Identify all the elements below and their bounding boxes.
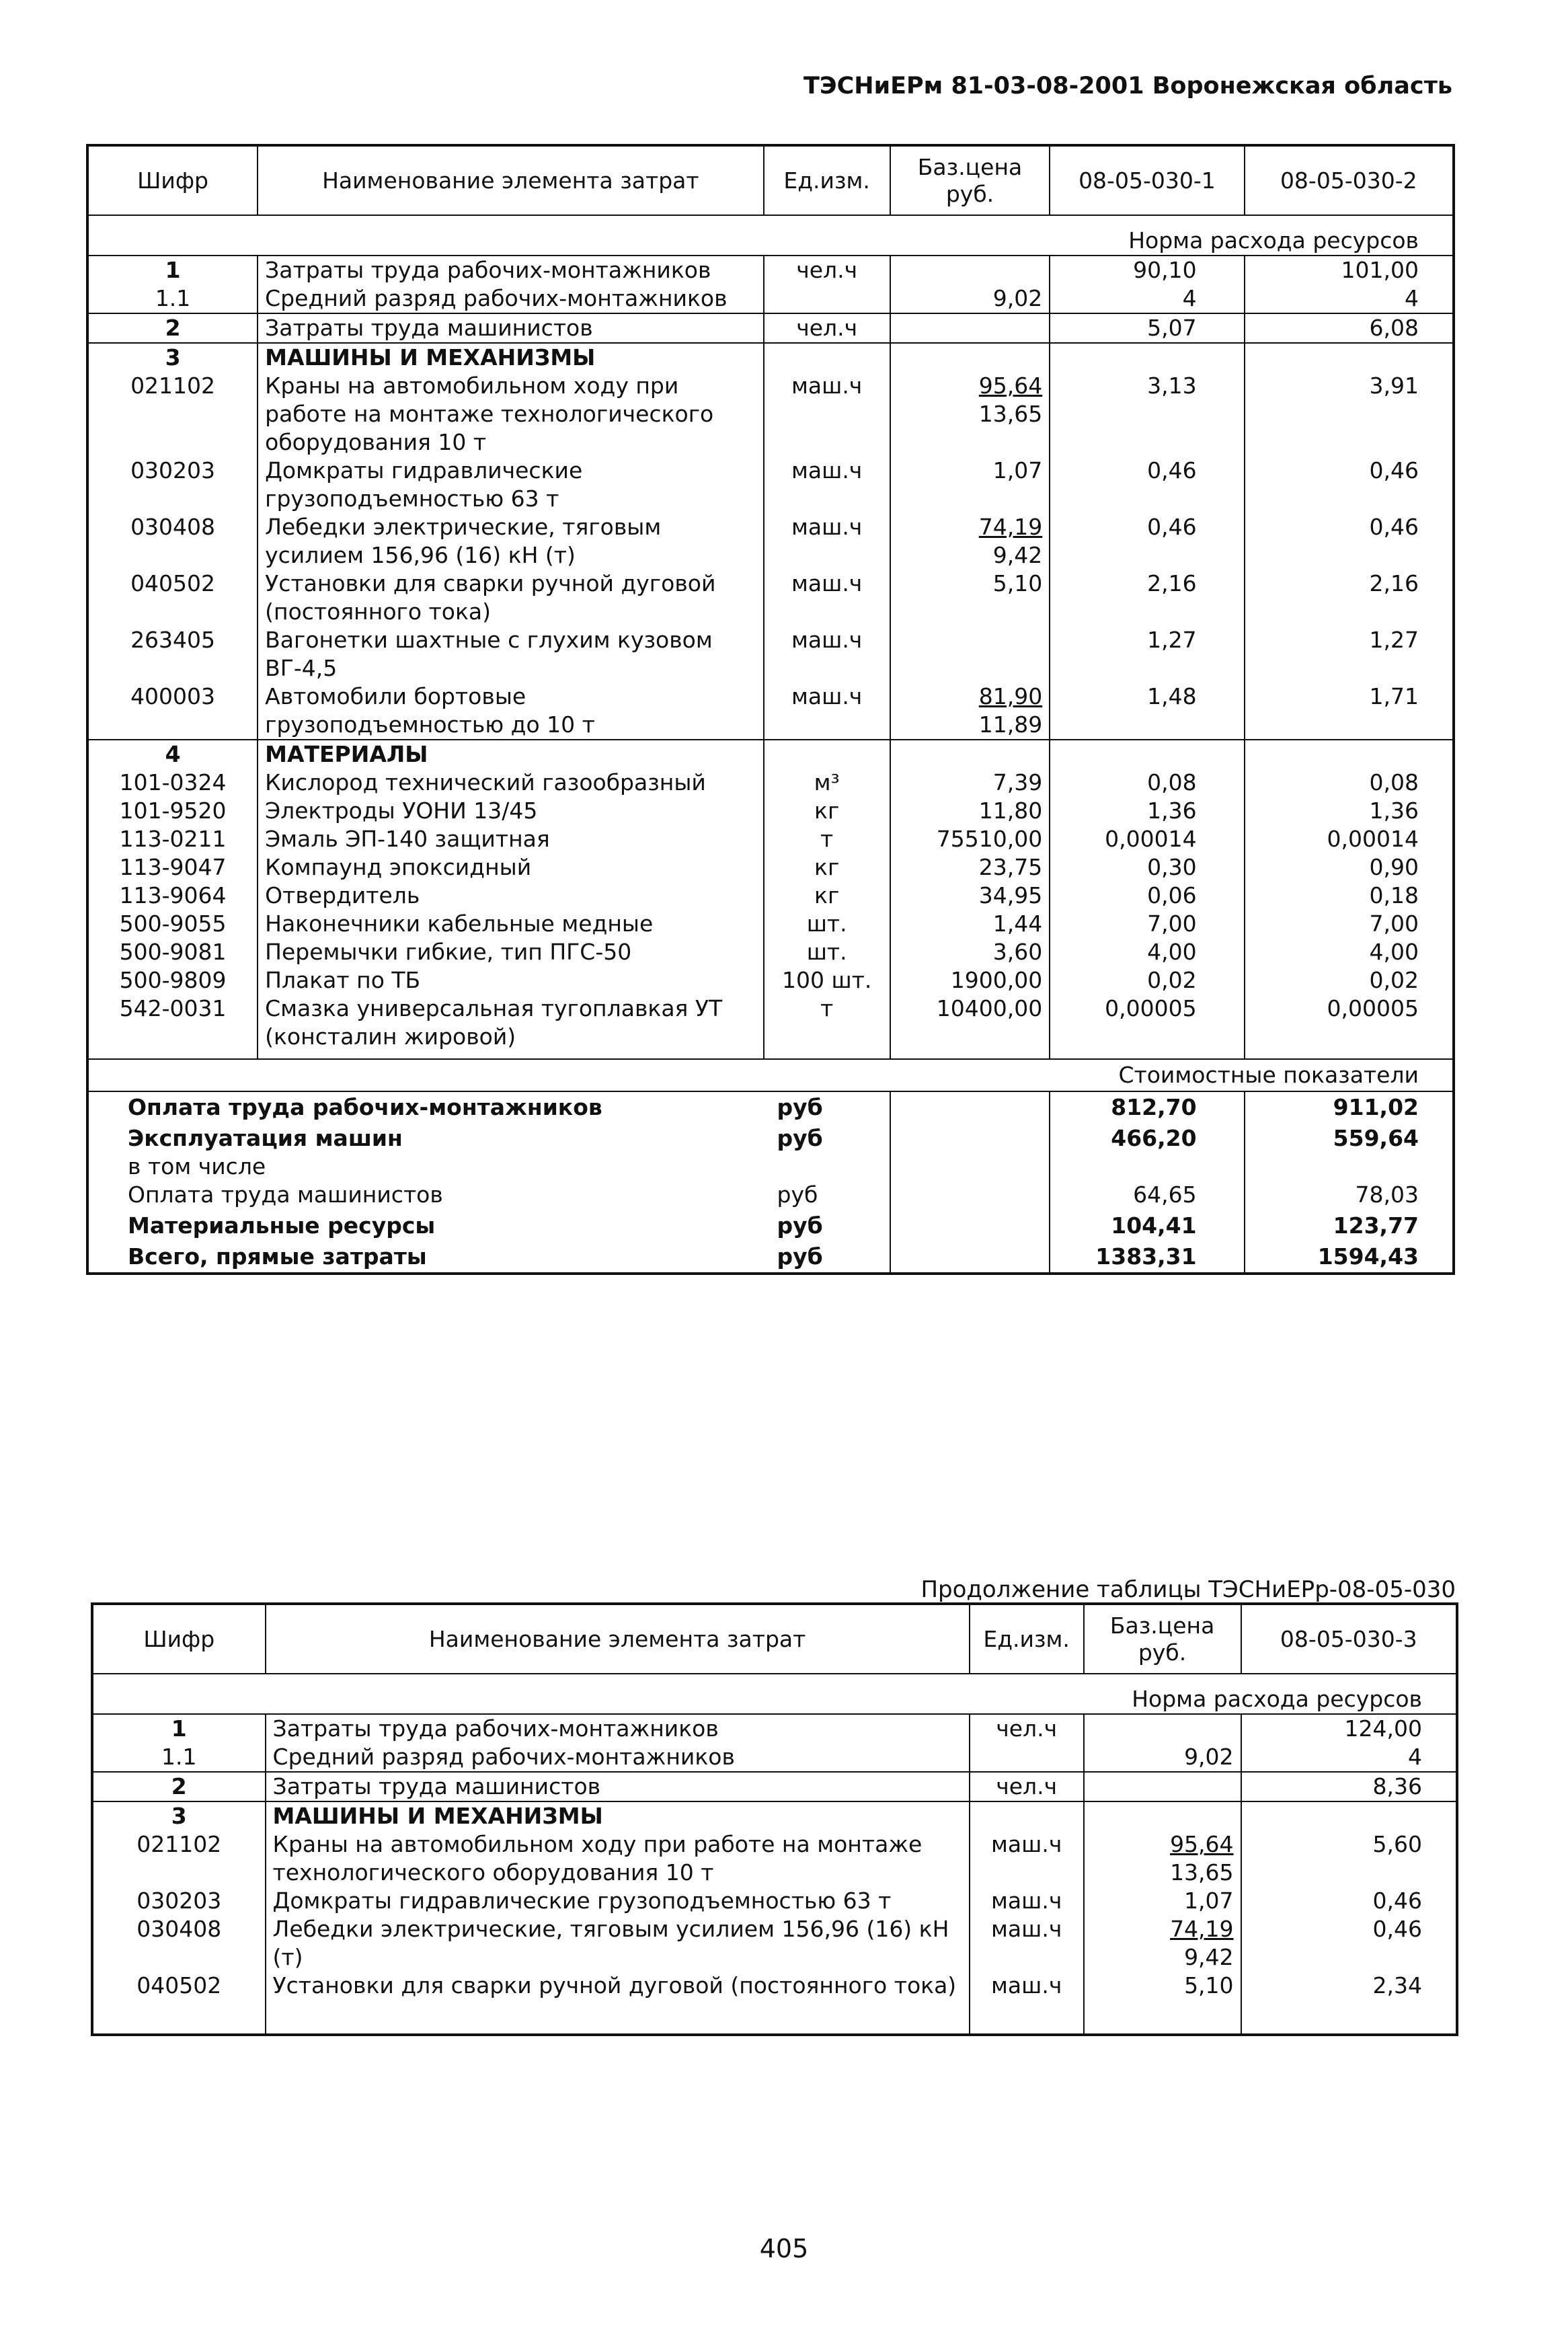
summary-value-2: 559,64 bbox=[1333, 1125, 1419, 1151]
spacer-cell bbox=[970, 2000, 1084, 2035]
summary-value-2: 911,02 bbox=[1333, 1094, 1419, 1120]
cell-code: 030203 bbox=[87, 457, 258, 513]
table-row bbox=[92, 1743, 1457, 1772]
cell-unit: чел.ч bbox=[764, 313, 890, 343]
cell-norm-1: 0,46 bbox=[1372, 1916, 1422, 1942]
summary-unit: руб bbox=[777, 1212, 823, 1239]
summary-label: в том числе bbox=[128, 1153, 266, 1179]
cell-norm-2: 0,00005 bbox=[1327, 995, 1419, 1021]
norm-row bbox=[87, 215, 1454, 256]
spacer-cell bbox=[1084, 2000, 1241, 2035]
cell-code: 021102 bbox=[92, 1830, 266, 1887]
summary-value-1: 104,41 bbox=[1050, 1210, 1244, 1241]
cell-code: 3 bbox=[87, 343, 258, 372]
cell-unit: маш.ч bbox=[991, 1972, 1062, 1998]
cell-price bbox=[1084, 1801, 1241, 1830]
spacer-cell bbox=[1245, 1051, 1454, 1059]
price-value: 74,19 bbox=[978, 514, 1043, 540]
spacer-cell bbox=[1050, 1051, 1244, 1059]
table-row bbox=[92, 1801, 1457, 1830]
table-row bbox=[87, 910, 1454, 938]
table-row bbox=[92, 1714, 1457, 1743]
col-header-unit: Ед.изм. bbox=[970, 1604, 1084, 1674]
cell-name: Вагонетки шахтные с глухим кузовом ВГ-4,5 bbox=[258, 626, 763, 683]
cell-norm-1: 0,08 bbox=[1050, 769, 1244, 797]
cell-norm-2: 0,18 bbox=[1369, 882, 1419, 908]
spacer-row bbox=[92, 2000, 1457, 2035]
cell-norm-2: 3,91 bbox=[1369, 373, 1419, 399]
cell-price bbox=[1084, 1772, 1241, 1801]
table-row bbox=[87, 457, 1454, 513]
price-value: 9,02 bbox=[992, 285, 1043, 311]
table-row bbox=[92, 1830, 1457, 1887]
cell-price bbox=[1084, 1830, 1241, 1887]
cell-norm-1: 5,60 bbox=[1372, 1831, 1422, 1857]
col-header-code: Шифр bbox=[87, 145, 258, 215]
table-row bbox=[87, 313, 1454, 343]
cell-norm-1: 124,00 bbox=[1344, 1715, 1422, 1742]
table-row bbox=[87, 995, 1454, 1051]
cost-row bbox=[87, 1059, 1454, 1091]
cell-name: Лебедки электрические, тяговым усилием 156,96 (16) кН (т) bbox=[258, 513, 763, 570]
cell-price bbox=[890, 570, 1050, 626]
col-header-unit: Ед.изм. bbox=[764, 145, 890, 215]
cell-code: 040502 bbox=[92, 1972, 266, 2000]
cell-unit: кг bbox=[814, 882, 840, 908]
cell-code: 113-9047 bbox=[87, 853, 258, 882]
table-row bbox=[87, 570, 1454, 626]
cell-price bbox=[890, 995, 1050, 1051]
cell-norm-2: 1,36 bbox=[1369, 798, 1419, 824]
summary-price-empty bbox=[890, 1123, 1050, 1154]
cell-name: Кислород технический газообразный bbox=[258, 769, 763, 797]
cell-code: 030408 bbox=[87, 513, 258, 570]
cell-price bbox=[890, 372, 1050, 457]
cell-unit: т bbox=[820, 826, 834, 852]
table-header-row bbox=[87, 145, 1454, 215]
cell-name: МАШИНЫ И МЕХАНИЗМЫ bbox=[266, 1801, 970, 1830]
cell-name: Затраты труда рабочих-монтажников bbox=[266, 1714, 970, 1743]
summary-label: Материальные ресурсы bbox=[128, 1212, 436, 1239]
cell-name: Отвердитель bbox=[258, 882, 763, 910]
price-value: 95,64 bbox=[978, 373, 1043, 399]
cell-unit: маш.ч bbox=[791, 457, 863, 483]
col-header-08-05-030-2: 08-05-030-2 bbox=[1245, 145, 1454, 215]
cell-code: 4 bbox=[87, 740, 258, 769]
table-row bbox=[87, 825, 1454, 853]
cell-code: 113-9064 bbox=[87, 882, 258, 910]
cell-price bbox=[890, 938, 1050, 966]
cell-name: Затраты труда машинистов bbox=[266, 1772, 970, 1801]
price-wage-value: 9,42 bbox=[1184, 1944, 1234, 1970]
price-value: 75510,00 bbox=[936, 826, 1043, 852]
cell-norm-2: 1,27 bbox=[1369, 627, 1419, 653]
summary-value-2: 78,03 bbox=[1355, 1181, 1419, 1208]
cost-label: Стоимостные показатели bbox=[87, 1059, 1454, 1091]
price-wage-value: 13,65 bbox=[978, 401, 1043, 427]
cell-norm-1 bbox=[1241, 1801, 1457, 1830]
cell-name: Затраты труда рабочих-монтажников bbox=[258, 256, 763, 284]
cell-norm-2: 0,08 bbox=[1369, 769, 1419, 795]
cell-norm-2 bbox=[1245, 343, 1454, 372]
cell-price bbox=[890, 683, 1050, 740]
cell-price bbox=[890, 910, 1050, 938]
table-row bbox=[87, 513, 1454, 570]
cell-norm-2: 2,16 bbox=[1369, 570, 1419, 596]
cell-price bbox=[890, 797, 1050, 825]
cell-unit: шт. bbox=[806, 910, 847, 937]
price-value: 1,07 bbox=[992, 457, 1043, 483]
cell-unit: маш.ч bbox=[991, 1916, 1062, 1942]
spacer-cell bbox=[92, 2000, 266, 2035]
cell-price bbox=[890, 853, 1050, 882]
spacer-row bbox=[87, 1051, 1454, 1059]
cell-code: 3 bbox=[92, 1801, 266, 1830]
cell-name: Наконечники кабельные медные bbox=[258, 910, 763, 938]
cell-norm-1: 1,48 bbox=[1050, 683, 1244, 740]
norm-label: Норма расхода ресурсов bbox=[87, 215, 1454, 256]
cell-price bbox=[1084, 1887, 1241, 1915]
cell-norm-2: 0,02 bbox=[1369, 967, 1419, 993]
summary-value-1: 812,70 bbox=[1050, 1091, 1244, 1123]
summary-value-1 bbox=[1050, 1154, 1244, 1179]
summary-price-empty bbox=[890, 1179, 1050, 1210]
price-value: 5,10 bbox=[992, 570, 1043, 596]
cell-name: Домкраты гидравлические грузоподъемностью 63 т bbox=[266, 1887, 970, 1915]
cell-unit bbox=[764, 343, 890, 372]
summary-row bbox=[87, 1154, 1454, 1179]
cell-name: Краны на автомобильном ходу при работе на монтаже технологического оборудования 10 т bbox=[266, 1830, 970, 1887]
cell-code: 040502 bbox=[87, 570, 258, 626]
summary-price-empty bbox=[890, 1241, 1050, 1274]
cell-norm-1: 0,46 bbox=[1372, 1888, 1422, 1914]
cell-norm-2: 1,71 bbox=[1369, 683, 1419, 709]
cell-code: 1.1 bbox=[87, 284, 258, 313]
table-row bbox=[87, 938, 1454, 966]
cell-norm-1: 0,46 bbox=[1050, 513, 1244, 570]
table-row bbox=[92, 1772, 1457, 1801]
price-wage-value: 11,89 bbox=[978, 711, 1043, 738]
summary-value-1: 64,65 bbox=[1050, 1179, 1244, 1210]
cell-norm-1: 4 bbox=[1050, 284, 1244, 313]
page-header: ТЭСНиЕРм 81-03-08-2001 Воронежская область bbox=[803, 73, 1452, 100]
cell-unit: чел.ч bbox=[996, 1715, 1058, 1742]
cell-code: 1 bbox=[87, 256, 258, 284]
price-value: 95,64 bbox=[1170, 1831, 1234, 1857]
cell-price bbox=[1084, 1743, 1241, 1772]
cell-unit bbox=[764, 740, 890, 769]
table-row bbox=[92, 1887, 1457, 1915]
cell-unit: м³ bbox=[814, 769, 840, 795]
cell-price bbox=[890, 626, 1050, 683]
cell-unit: кг bbox=[814, 798, 840, 824]
cell-unit: чел.ч bbox=[796, 257, 858, 283]
cell-norm-1: 4 bbox=[1408, 1744, 1422, 1770]
summary-row bbox=[87, 1123, 1454, 1154]
cell-code: 400003 bbox=[87, 683, 258, 740]
cell-name: Эмаль ЭП-140 защитная bbox=[258, 825, 763, 853]
cell-norm-1: 1,36 bbox=[1050, 797, 1244, 825]
cell-norm-2: 6,08 bbox=[1245, 313, 1454, 343]
table-row bbox=[87, 882, 1454, 910]
cell-norm-2: 4 bbox=[1405, 285, 1419, 311]
cell-price bbox=[1084, 1915, 1241, 1972]
price-value: 3,60 bbox=[992, 939, 1043, 965]
cell-norm-2: 101,00 bbox=[1341, 257, 1419, 283]
cell-name: Средний разряд рабочих-монтажников bbox=[258, 284, 763, 313]
cell-unit: маш.ч bbox=[791, 570, 863, 596]
cell-norm-2: 0,46 bbox=[1369, 514, 1419, 540]
price-value: 11,80 bbox=[978, 798, 1043, 824]
cell-unit: т bbox=[820, 995, 834, 1021]
cell-name: Автомобили бортовые грузоподъемностью до 10 т bbox=[258, 683, 763, 740]
cell-unit: маш.ч bbox=[791, 627, 863, 653]
resource-table-2 bbox=[91, 1602, 1458, 2036]
cell-norm-1: 4,00 bbox=[1050, 938, 1244, 966]
cell-name: Компаунд эпоксидный bbox=[258, 853, 763, 882]
cell-code: 2 bbox=[87, 313, 258, 343]
summary-price-empty bbox=[890, 1154, 1050, 1179]
summary-price-empty bbox=[890, 1091, 1050, 1123]
table-row bbox=[87, 769, 1454, 797]
page-number: 405 bbox=[759, 2234, 809, 2263]
cell-price bbox=[890, 313, 1050, 343]
summary-label: Эксплуатация машин bbox=[128, 1125, 403, 1151]
summary-unit: руб bbox=[777, 1094, 823, 1120]
table-row bbox=[87, 343, 1454, 372]
summary-value-2: 1594,43 bbox=[1317, 1243, 1419, 1270]
cell-norm-1: 2,34 bbox=[1372, 1972, 1422, 1998]
cell-code: 2 bbox=[92, 1772, 266, 1801]
summary-unit: руб bbox=[777, 1243, 823, 1270]
cell-name: Средний разряд рабочих-монтажников bbox=[266, 1743, 970, 1772]
summary-unit: руб bbox=[777, 1181, 818, 1208]
cell-name: Перемычки гибкие, тип ПГС-50 bbox=[258, 938, 763, 966]
cell-norm-1 bbox=[1050, 343, 1244, 372]
cell-price bbox=[890, 513, 1050, 570]
table-row bbox=[87, 853, 1454, 882]
price-value: 1900,00 bbox=[950, 967, 1043, 993]
col-header-code: Шифр bbox=[92, 1604, 266, 1674]
cell-code: 030203 bbox=[92, 1887, 266, 1915]
cell-name: Домкраты гидравлические грузоподъемностью 63 т bbox=[258, 457, 763, 513]
cell-price bbox=[890, 457, 1050, 513]
table-row bbox=[87, 626, 1454, 683]
cell-unit: кг bbox=[814, 854, 840, 880]
cell-name: Краны на автомобильном ходу при работе на монтаже технологического оборудования 10 т bbox=[258, 372, 763, 457]
cell-code: 263405 bbox=[87, 626, 258, 683]
spacer-cell bbox=[890, 1051, 1050, 1059]
cell-price bbox=[890, 769, 1050, 797]
table-row bbox=[87, 372, 1454, 457]
price-wage-value: 9,42 bbox=[992, 542, 1043, 568]
cell-unit: маш.ч bbox=[991, 1888, 1062, 1914]
cell-unit: 100 шт. bbox=[781, 967, 872, 993]
cell-code: 021102 bbox=[87, 372, 258, 457]
table-row bbox=[92, 1972, 1457, 2000]
price-value: 1,07 bbox=[1184, 1888, 1234, 1914]
spacer-cell bbox=[1241, 2000, 1457, 2035]
col-header-price: Баз.цена руб. bbox=[890, 145, 1050, 215]
cell-code: 1 bbox=[92, 1714, 266, 1743]
spacer-cell bbox=[266, 2000, 970, 2035]
cell-name: Электроды УОНИ 13/45 bbox=[258, 797, 763, 825]
table-row bbox=[87, 284, 1454, 313]
cell-norm-2 bbox=[1245, 740, 1454, 769]
cell-unit bbox=[970, 1801, 1084, 1830]
cell-price bbox=[890, 966, 1050, 995]
price-value: 1,44 bbox=[992, 910, 1043, 937]
summary-value-1: 466,20 bbox=[1050, 1123, 1244, 1154]
cell-norm-2: 0,90 bbox=[1369, 854, 1419, 880]
cell-code: 113-0211 bbox=[87, 825, 258, 853]
spacer-cell bbox=[258, 1051, 763, 1059]
cell-name: Установки для сварки ручной дуговой (постоянного тока) bbox=[266, 1972, 970, 2000]
cell-unit: чел.ч bbox=[970, 1772, 1084, 1801]
col-header-name: Наименование элемента затрат bbox=[258, 145, 763, 215]
cell-unit: маш.ч bbox=[791, 514, 863, 540]
cell-name: Плакат по ТБ bbox=[258, 966, 763, 995]
norm-row bbox=[92, 1674, 1457, 1714]
continuation-title: Продолжение таблицы ТЭСНиЕРр-08-05-030 bbox=[920, 1576, 1456, 1603]
cell-code: 500-9055 bbox=[87, 910, 258, 938]
cell-code: 101-0324 bbox=[87, 769, 258, 797]
cell-unit bbox=[970, 1743, 1084, 1772]
cell-norm-1: 0,06 bbox=[1050, 882, 1244, 910]
cell-price bbox=[890, 256, 1050, 284]
cell-price bbox=[1084, 1972, 1241, 2000]
cell-norm-1: 0,30 bbox=[1050, 853, 1244, 882]
price-wage-value: 13,65 bbox=[1170, 1859, 1234, 1886]
table-row bbox=[92, 1915, 1457, 1972]
cell-norm-1: 8,36 bbox=[1241, 1772, 1457, 1801]
cell-norm-1: 2,16 bbox=[1050, 570, 1244, 626]
summary-price-empty bbox=[890, 1210, 1050, 1241]
summary-value-2 bbox=[1245, 1154, 1454, 1179]
spacer-cell bbox=[87, 1051, 258, 1059]
cell-norm-1 bbox=[1050, 740, 1244, 769]
table-row bbox=[87, 966, 1454, 995]
resource-table-1 bbox=[86, 144, 1455, 1275]
cell-unit: маш.ч bbox=[791, 373, 863, 399]
norm-label: Норма расхода ресурсов bbox=[92, 1674, 1457, 1714]
cell-price bbox=[890, 343, 1050, 372]
cell-price bbox=[890, 825, 1050, 853]
cell-price bbox=[1084, 1714, 1241, 1743]
table-row bbox=[87, 797, 1454, 825]
summary-unit bbox=[764, 1154, 890, 1179]
price-value: 74,19 bbox=[1170, 1916, 1234, 1942]
price-value: 10400,00 bbox=[936, 995, 1043, 1021]
cell-price bbox=[890, 284, 1050, 313]
cell-name: Лебедки электрические, тяговым усилием 156,96 (16) кН (т) bbox=[266, 1915, 970, 1972]
summary-row bbox=[87, 1210, 1454, 1241]
cell-norm-2: 0,00014 bbox=[1327, 826, 1419, 852]
table-row bbox=[87, 256, 1454, 284]
cell-code: 542-0031 bbox=[87, 995, 258, 1051]
col-header-08-05-030-3: 08-05-030-3 bbox=[1241, 1604, 1457, 1674]
cell-price bbox=[890, 882, 1050, 910]
cell-name: Затраты труда машинистов bbox=[258, 313, 763, 343]
col-header-08-05-030-1: 08-05-030-1 bbox=[1050, 145, 1244, 215]
cell-norm-1: 7,00 bbox=[1050, 910, 1244, 938]
table-header-row bbox=[92, 1604, 1457, 1674]
table-row bbox=[87, 740, 1454, 769]
cell-norm-2: 0,46 bbox=[1369, 457, 1419, 483]
cell-name: Смазка универсальная тугоплавкая УТ (консталин жировой) bbox=[258, 995, 763, 1051]
cell-code: 1.1 bbox=[92, 1743, 266, 1772]
cell-code: 500-9081 bbox=[87, 938, 258, 966]
cell-unit: маш.ч bbox=[991, 1831, 1062, 1857]
price-value: 34,95 bbox=[978, 882, 1043, 908]
cell-name: Установки для сварки ручной дуговой (постоянного тока) bbox=[258, 570, 763, 626]
price-value: 23,75 bbox=[978, 854, 1043, 880]
price-value: 7,39 bbox=[992, 769, 1043, 795]
cell-norm-1: 3,13 bbox=[1050, 372, 1244, 457]
summary-unit: руб bbox=[777, 1125, 823, 1151]
summary-label: Всего, прямые затраты bbox=[128, 1243, 427, 1270]
summary-value-2: 123,77 bbox=[1333, 1212, 1419, 1239]
cell-norm-1: 0,02 bbox=[1050, 966, 1244, 995]
col-header-price: Баз.цена руб. bbox=[1084, 1604, 1241, 1674]
cell-norm-1: 5,07 bbox=[1050, 313, 1244, 343]
col-header-name: Наименование элемента затрат bbox=[266, 1604, 970, 1674]
price-value: 5,10 bbox=[1184, 1972, 1234, 1998]
cell-name: МАТЕРИАЛЫ bbox=[258, 740, 763, 769]
price-value: 9,02 bbox=[1184, 1744, 1234, 1770]
summary-row bbox=[87, 1179, 1454, 1210]
summary-value-1: 1383,31 bbox=[1050, 1241, 1244, 1274]
table-row bbox=[87, 683, 1454, 740]
cell-norm-1: 90,10 bbox=[1050, 256, 1244, 284]
summary-row bbox=[87, 1091, 1454, 1123]
cell-norm-1: 1,27 bbox=[1050, 626, 1244, 683]
summary-label: Оплата труда машинистов bbox=[128, 1181, 443, 1208]
cell-code: 500-9809 bbox=[87, 966, 258, 995]
cell-norm-1: 0,46 bbox=[1050, 457, 1244, 513]
cell-price bbox=[890, 740, 1050, 769]
cell-unit: шт. bbox=[806, 939, 847, 965]
price-value: 81,90 bbox=[978, 683, 1043, 709]
summary-label: Оплата труда рабочих-монтажников bbox=[128, 1094, 602, 1120]
cell-code: 101-9520 bbox=[87, 797, 258, 825]
cell-norm-1: 0,00014 bbox=[1050, 825, 1244, 853]
cell-code: 030408 bbox=[92, 1915, 266, 1972]
cell-norm-1: 0,00005 bbox=[1050, 995, 1244, 1051]
cell-unit bbox=[764, 284, 890, 313]
spacer-cell bbox=[764, 1051, 890, 1059]
cell-name: МАШИНЫ И МЕХАНИЗМЫ bbox=[258, 343, 763, 372]
summary-row bbox=[87, 1241, 1454, 1274]
cell-norm-2: 4,00 bbox=[1369, 939, 1419, 965]
cell-unit: маш.ч bbox=[791, 683, 863, 709]
cell-norm-2: 7,00 bbox=[1369, 910, 1419, 937]
